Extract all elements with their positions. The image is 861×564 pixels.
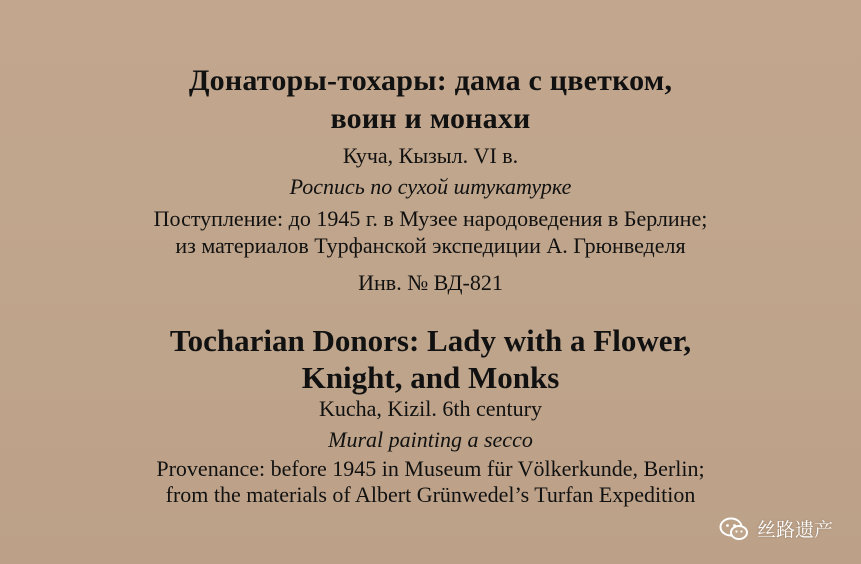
english-provenance-line-1: Provenance: before 1945 in Museum für Völkerkunde, Berlin; [156,456,705,481]
russian-provenance-line-1: Поступление: до 1945 г. в Музее народоведения в Берлине; [153,206,708,231]
russian-inventory-number: Инв. № ВД-821 [358,270,503,295]
watermark [719,515,833,542]
english-title-line-2: Knight, and Monks [301,360,560,395]
english-technique: Mural painting a secco [328,427,533,452]
english-provenance-line-2: from the materials of Albert Grünwedel’s Turfan Expedition [165,482,696,507]
russian-technique: Роспись по сухой штукатурке [289,174,572,199]
watermark-text: 丝路遗产 [756,519,833,541]
wechat-icon [719,517,749,541]
english-title-line-1: Tocharian Donors: Lady with a Flower, [169,323,692,358]
russian-place-date: Куча, Кызыл. VI в. [342,143,519,168]
english-place-date: Kucha, Kizil. 6th century [319,396,542,421]
russian-provenance-line-2: из материалов Турфанской экспедиции А. Грюнведеля [175,233,686,258]
russian-title-line-1: Донаторы-тохары: дама с цветком, [188,64,673,97]
russian-title-line-2: воин и монахи [330,102,531,135]
